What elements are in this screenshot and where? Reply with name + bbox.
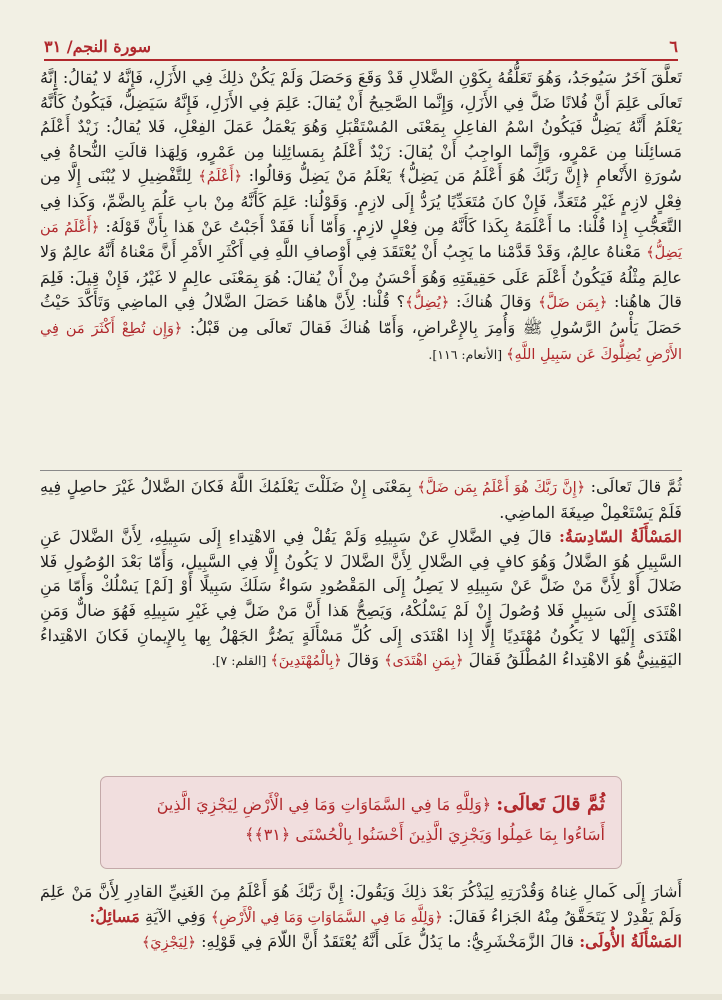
body-text: وَقالَ [341,650,385,670]
commentary-text [40,66,682,367]
body-text: قالَ الزَّمَخْشَرِيُّ: ما يَدُلُّ عَلَى أَنَّهُ يُعْتَقَدُ أَنَّ اللّامَ فِي قَوْلِهِ: [195,932,580,952]
page-number: ٦ [669,37,678,56]
citation: [القلم: ٧]. [211,653,271,669]
body-text: ثُمَّ قالَ تَعالَى: [585,477,682,496]
body-text: مَعْناهُ عالِمٌ، وَقَدْ قَدَّمْنا ما يَجِبُ أَنْ يُعْتَقَدَ فِي أَوْصافِ اللَّهِ فِي أَكْثَرِ الأَمْرِ أَنَّ مَعْناهُ أَنَّهُ عالِمٌ وَلا عالِمَ مِثْلُهُ فَيَكُونُ أَعْلَمَ عَلَى حَقِيقَتِهِ وَهُوَ أَحْسَنُ مِنْ أَنْ يُقالَ: هُوَ بِمَعْنَى عالِمٍ لا غَيْرُ، فَإِنْ قِيلَ: فَلِمَ قالَ هاهُنا: [40,242,682,312]
page-edge [0,994,722,1000]
body-text: لِلتَّفْضِيلِ لا يُبْنَى إِلَّا مِن فِعْلٍ لازِمٍ غَيْرِ مُتَعَدٍّ، فَإِنْ كانَ مُتَعَدِّيًا يُرَدُّ إِلَى لازِمٍ. وَقَوْلُنا: عَلِمَ كَأَنَّهُ مِنْ بابِ عَلُمَ بِالضَّمِّ، وَكَذا فِي التَّعَجُّبِ إِذا قُلْنا: ما أَعْلَمَهُ بِكَذا كَأَنَّهُ مِن فِعْلٍ لازِمٍ. وَأَمّا أَنا فَقَدْ أَجَبْتُ عَنْ هَذا بِأَنَّ قَوْلَهُ: [40,166,682,236]
issue-heading: المَسْأَلَةُ السّادِسَةُ: [558,527,682,547]
quran-quote: ﴿وَلِلَّهِ مَا فِي السَّمَاوَاتِ وَمَا فِي الْأَرْضِ﴾ [210,909,443,926]
body-text: ؟ قُلْنا: لِأَنَّ هاهُنا حَصَلَ الضَّلالُ فِي الماضِي وَتَأَكَّدَ حَيْثُ حَصَلَ يَأْسُ الرَّسُولِ ﷺ وَأُمِرَ بِالإِعْراضِ، وَأَمّا هُناكَ فَقالَ تَعالَى مِن قَبْلُ: [40,292,682,337]
paragraph [40,525,682,674]
quran-verse: ﴿وَلِلَّهِ مَا فِي السَّمَاوَاتِ وَمَا فِي الْأَرْضِ لِيَجْزِيَ الَّذِينَ أَسَاءُوا بِمَا عَمِلُوا وَيَجْزِيَ الَّذِينَ أَحْسَنُوا بِالْحُسْنَى ﴿٣١﴾﴾ [156,795,605,844]
paragraph [40,880,682,930]
verse-intro: ثُمَّ قالَ تَعالَى: [496,793,605,815]
quran-quote: ﴿إِنَّ رَبَّكَ هُوَ أَعْلَمُ بِمَن ضَلَّ﴾ [417,480,586,496]
body-text: قالَ فِي الضَّلالِ عَنْ سَبِيلِهِ وَلَمْ يَقُلْ فِي الاهْتِداءِ إِلَى سَبِيلِهِ، لِأَنَّ الضَّلالَ عَنِ السَّبِيلِ هُوَ الضَّلالُ وَهُوَ كافٍ فِي الضَّلالِ لِأَنَّ الضَّلالَ لا يَكُونُ إِلَّا فِي السَّبِيلِ، وَأَمّا بَعْدَ الوُصُولِ فَلا ضَلالَ أَوْ لِأَنَّ مَنْ ضَلَّ عَنْ سَبِيلِهِ لا يَصِلُ إِلَى المَقْصُودِ سَواءٌ سَلَكَ سَبِيلًا أَوْ [لَمْ] يَسْلُكْ وَأَمّا مَنِ اهْتَدَى إِلَى سَبِيلٍ فَلا وُصُولَ إِنْ لَمْ يَسْلُكْهُ، وَيَصِحُّ هَذا أَنَّ مَنْ ضَلَّ فِي غَيْرِ سَبِيلِهِ فَهُوَ ضالٌّ وَمَنِ اهْتَدَى إِلَيْها لا يَكُونُ مُهْتَدِيًا إِلَّا إِذا اهْتَدَى إِلَى كُلِّ مَسْأَلَةٍ يَضُرُّ الجَهْلُ بِها بِالإِيمانِ فَكانَ الاهْتِداءُ اليَقِينِيُّ هُوَ الاهْتِداءُ المُطْلَقُ فَقالَ [40,527,682,670]
paragraph [40,930,682,956]
quran-quote: ﴿لِيَجْزِيَ﴾ [141,935,196,952]
issue-heading: المَسْأَلَةُ الأُولَى: [579,932,682,952]
header-rule [44,59,678,61]
paragraph [40,475,682,525]
quran-quote: ﴿يُضِلُّ﴾ [405,295,450,312]
body-text: وَقالَ هُناكَ: [449,292,539,312]
quran-quote: ﴿بِمَن ضَلَّ﴾ [538,295,608,312]
paragraph [40,66,682,367]
body-text: أَشارَ إِلَى كَمالِ غِناهُ وَقُدْرَتِهِ لِيَذْكُرَ بَعْدَ ذلِكَ وَيَقُولَ: إِنَّ رَبَّكَ هُوَ أَعْلَمُ مِنَ الغَنِيِّ القادِرِ لِأَنَّ مَنْ عَلِمَ وَلَمْ يَقْدِرْ لا يَتَحَقَّقُ مِنْهُ الجَزاءُ فَقالَ: [40,882,682,926]
section-divider [40,470,682,471]
body-text: وَفِي الآيَةِ [139,906,211,926]
surah-title: سورة النجم/ ٣١ [44,37,152,56]
commentary-text-continued [40,475,682,674]
page-header [44,22,678,56]
issue-heading: مَسائِلُ: [89,906,140,926]
quran-quote: ﴿أَعْلَمُ مَن يَضِلُّ﴾ [40,219,682,262]
citation: [الأنعام: ١١٦]. [428,346,507,362]
quran-quote: ﴿أَعْلَمُ﴾ [198,169,243,186]
body-text: بِمَعْنَى إِنْ ضَلَلْتَ يَعْلَمُكَ اللَّهُ فَكانَ الضَّلالُ غَيْرَ حاصِلٍ فِيهِ فَلَمْ يَسْتَعْمِلْ صِيغَةَ الماضِي. [40,477,682,522]
quran-quote: ﴿بِالْمُهْتَدِينَ﴾ [270,653,342,670]
commentary-text-bottom [40,880,682,956]
verse-box [100,776,622,869]
body-text: تَعلَّقَ آخَرُ سَيُوجَدُ، وَهُوَ تَعَلُّقُهُ بِكَوْنِ الضَّلالِ قَدْ وَقَعَ وَحَصَلَ وَلَمْ يَكُنْ ذلِكَ فِي الأَزَلِ، فَإِنَّهُ لا يُقالُ: إِنَّهُ تَعالَى عَلِمَ أَنَّ فُلانًا ضَلَّ فِي الأَزَلِ، وَإِنَّما الصَّحِيحُ أَنْ يُقالَ: عَلِمَ فِي الأَزَلِ، فَإِنَّهُ سَيَضِلُّ، فَيَكُونُ كَأَنَّهُ يَعْلَمُ أَنَّهُ يَضِلُّ فَيَكُونُ اسْمُ الفاعِلِ بِمَعْنَى المُسْتَقْبَلِ وَهُوَ يَعْمَلُ عَمَلَ الفِعْلِ، فَلا يُقالُ: زَيْدٌ أَعْلَمُ مَسائِلَنا مِن عَمْرٍو، وَإِنَّما الواجِبُ أَنْ يُقالَ: زَيْدٌ أَعْلَمُ بِمَسائِلِنا مِن عَمْرٍو، وَلِهَذا قالَتِ النُّحاةُ فِي سُورَةِ الأَنْعامِ ﴿إِنَّ رَبَّكَ هُوَ أَعْلَمُ مَن يَضِلُّ﴾ يَعْلَمُ مَنْ يَضِلُّ وَقالُوا: [40,68,682,186]
quran-quote: ﴿وَإِن تُطِعْ أَكْثَرَ مَن فِي الأَرْضِ يُضِلُّوكَ عَن سَبِيلِ اللَّهِ﴾ [40,320,682,363]
quran-quote: ﴿بِمَنِ اهْتَدَى﴾ [384,653,464,670]
